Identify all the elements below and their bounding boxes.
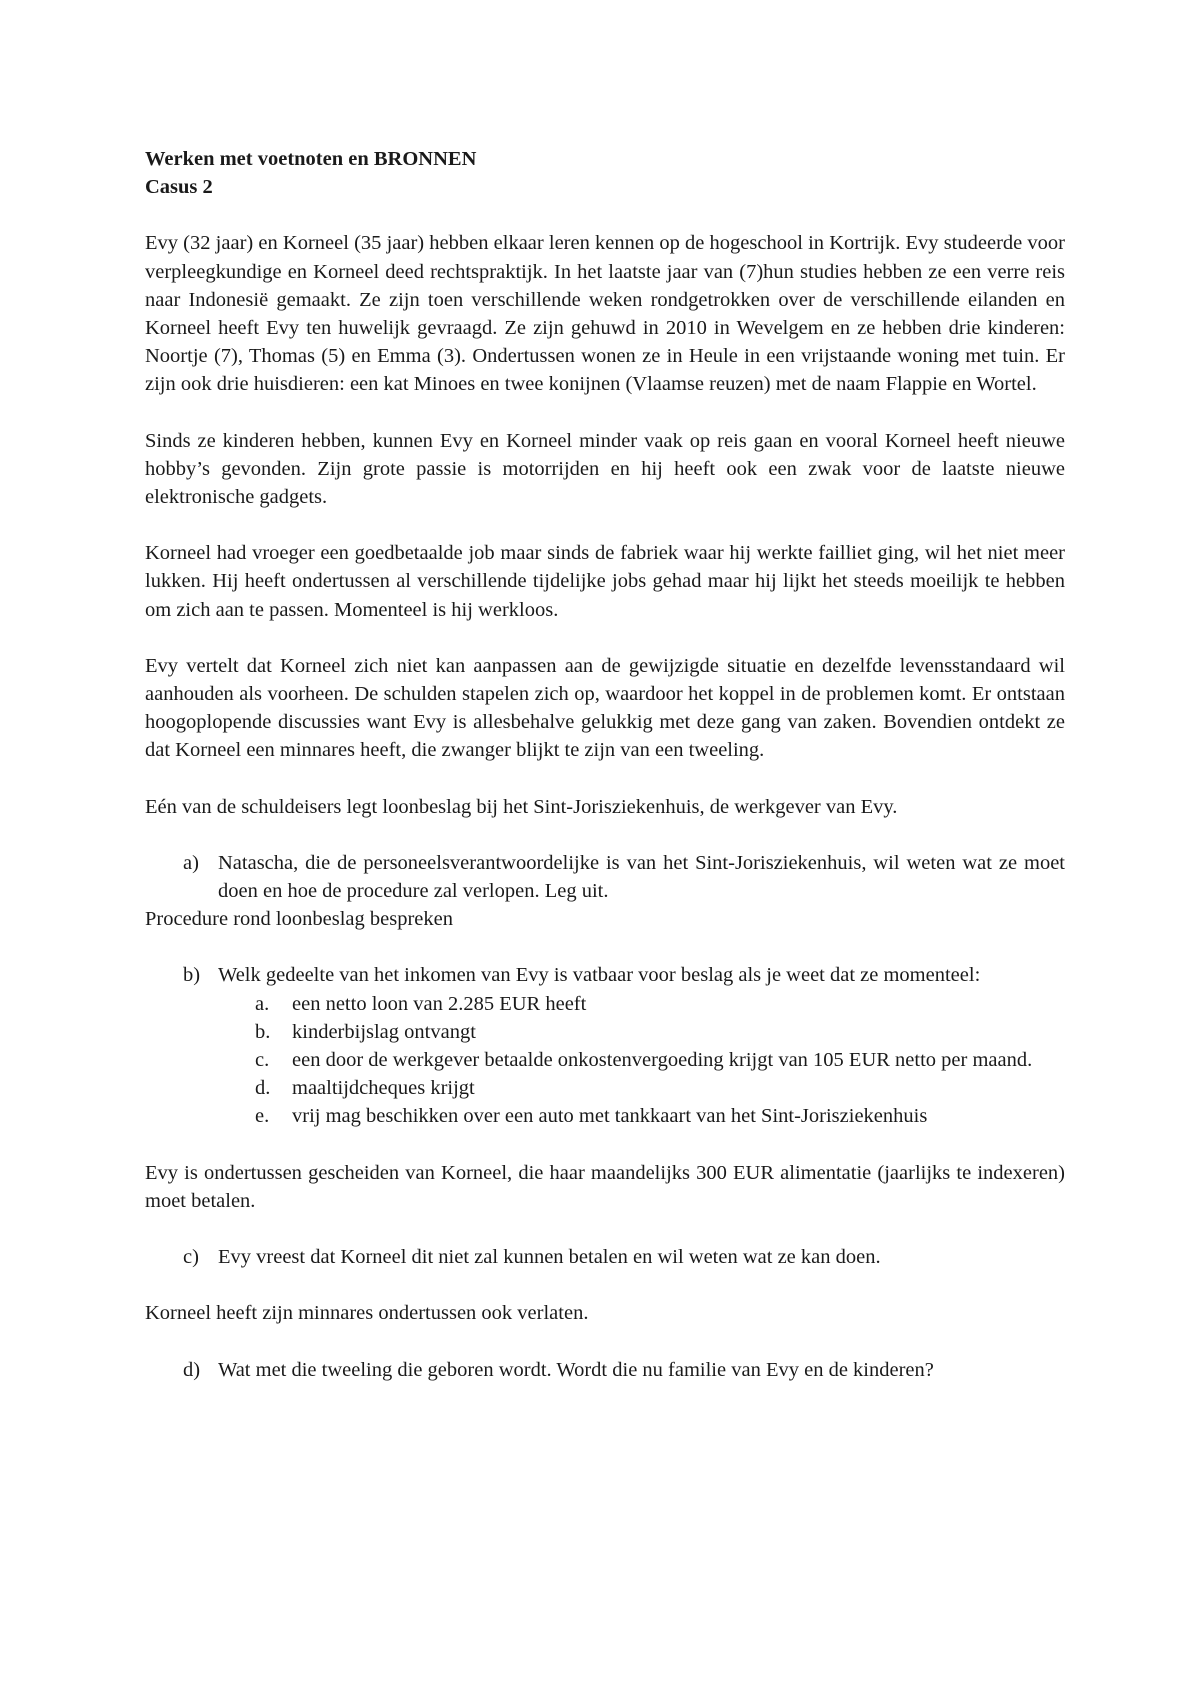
spacer — [145, 1131, 1065, 1159]
list-item-text: kinderbijslag ontvangt — [292, 1020, 476, 1043]
question-c-text: Evy vreest dat Korneel dit niet zal kunnen betalen en wil weten wat ze kan doen. — [218, 1246, 881, 1269]
paragraph-mistress: Korneel heeft zijn minnares ondertussen ook verlaten. — [145, 1302, 589, 1325]
list-item-text: vrij mag beschikken over een auto met tankkaart van het Sint-Jorisziekenhuis — [292, 1105, 928, 1128]
question-b-marker: b) — [183, 964, 201, 987]
question-d-text: Wat met die tweeling die geboren wordt. Wordt die nu familie van Evy en de kinderen? — [218, 1358, 934, 1381]
list-item-text: een door de werkgever betaalde onkostenvergoeding krijgt van 105 EUR netto per maand. — [292, 1049, 1033, 1072]
list-item — [145, 1102, 1065, 1130]
question-d-marker: d) — [183, 1358, 201, 1381]
paragraph-intro: Evy (32 jaar) en Korneel (35 jaar) hebben elkaar leren kennen op de hogeschool in Kortrijk. Evy studeerde voor verpleegkundige en Korneel deed rechtspraktijk. In het laatste jaar van (7)hun studies hebben ze een verre reis naar Indonesië gemaakt. Ze zijn toen verschillende weken rondgetrokken over de verschillende eilanden en Korneel heeft Evy ten huwelijk gevraagd. Ze zijn gehuwd in 2010 in Wevelgem en ze hebben drie kinderen: Noortje (7), Thomas (5) en Emma (3). Ondertussen wonen ze in Heule in een vrijstaande woning met tuin. Er zijn ook drie huisdieren: een kat Minoes en twee konijnen (Vlaamse reuzen) met de naam Flappie en Wortel. — [145, 232, 1065, 396]
question-a-marker: a) — [183, 851, 199, 874]
list-item-marker: a. — [255, 992, 270, 1015]
paragraph-wage-garnishment: Eén van de schuldeisers legt loonbeslag bij het Sint-Jorisziekenhuis, de werkgever van Evy. — [145, 795, 898, 818]
list-item — [145, 1018, 1065, 1046]
question-d — [145, 1356, 1065, 1384]
question-b-list — [145, 990, 1065, 1131]
document-title: Werken met voetnoten en BRONNEN — [145, 148, 477, 170]
question-a — [145, 849, 1065, 905]
question-c — [145, 1243, 1065, 1271]
list-item-marker: c. — [255, 1049, 270, 1072]
paragraph-divorce: Evy is ondertussen gescheiden van Korneel, die haar maandelijks 300 EUR alimentatie (jaarlijks te indexeren) moet betalen. — [145, 1161, 1065, 1212]
document-body — [145, 145, 1065, 1384]
question-b-text: Welk gedeelte van het inkomen van Evy is vatbaar voor beslag als je weet dat ze momenteel: — [218, 964, 981, 987]
note-question-a: Procedure rond loonbeslag bespreken — [145, 908, 453, 931]
document-subtitle: Casus 2 — [145, 176, 213, 199]
list-item — [145, 1046, 1065, 1074]
list-item — [145, 990, 1065, 1018]
list-item-text: een netto loon van 2.285 EUR heeft — [292, 992, 587, 1015]
question-b — [145, 961, 1065, 989]
list-item-marker: e. — [255, 1105, 270, 1128]
paragraph-job: Korneel had vroeger een goedbetaalde job maar sinds de fabriek waar hij werkte failliet ging, wil het niet meer lukken. Hij heeft ondertussen al verschillende tijdelijke jobs gehad maar hij lijkt het steeds moeilijk te hebben om zich aan te passen. Momenteel is hij werkloos. — [145, 542, 1065, 621]
paragraph-debts: Evy vertelt dat Korneel zich niet kan aanpassen aan de gewijzigde situatie en dezelfde levensstandaard wil aanhouden als voorheen. De schulden stapelen zich op, waardoor het koppel in de problemen komt. Er ontstaan hoogoplopende discussies want Evy is allesbehalve gelukkig met deze gang van zaken. Bovendien ontdekt ze dat Korneel een minnares heeft, die zwanger blijkt te zijn van een tweeling. — [145, 654, 1065, 762]
list-item-marker: b. — [255, 1020, 271, 1043]
spacer — [145, 1271, 1065, 1299]
question-c-marker: c) — [183, 1246, 199, 1269]
list-item — [145, 1074, 1065, 1102]
question-a-text: Natascha, die de personeelsverantwoordelijke is van het Sint-Jorisziekenhuis, wil weten wat ze moet doen en hoe de procedure zal verlopen. Leg uit. — [218, 851, 1065, 903]
paragraph-hobbies: Sinds ze kinderen hebben, kunnen Evy en Korneel minder vaak op reis gaan en vooral Korneel heeft nieuwe hobby’s gevonden. Zijn grote passie is motorrijden en hij heeft ook een zwak voor de laatste nieuwe elektronische gadgets. — [145, 429, 1065, 509]
list-item-text: maaltijdcheques krijgt — [292, 1077, 475, 1100]
list-item-marker: d. — [255, 1077, 271, 1100]
